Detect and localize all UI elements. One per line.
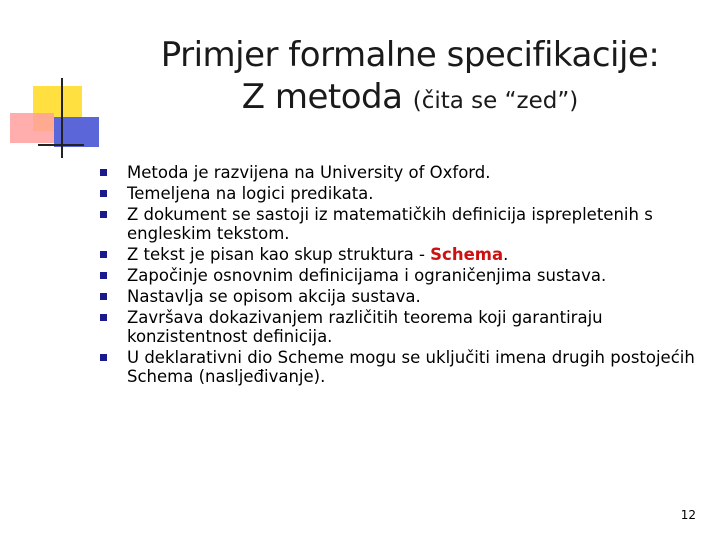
- bullet-item: [12, 245, 712, 264]
- bullet-text: Z tekst je pisan kao skup struktura -: [127, 245, 431, 264]
- schema-highlight: Schema: [430, 245, 504, 264]
- bullet-item: [12, 184, 712, 203]
- square-bullet-icon: [100, 293, 107, 300]
- title-pronunciation: (čita se “zed”): [412, 88, 579, 114]
- title-main: Z metoda: [241, 77, 403, 117]
- slide-title: [100, 34, 720, 122]
- bullet-item: [12, 287, 712, 306]
- bullet-text-end: .: [503, 245, 509, 264]
- title-line-1: Primjer formalne specifikacije:: [160, 35, 660, 75]
- square-bullet-icon: [100, 251, 107, 258]
- decor-pink-square: [10, 113, 54, 143]
- square-bullet-icon: [100, 272, 107, 279]
- title-line-2: [100, 76, 720, 122]
- square-bullet-icon: [100, 211, 107, 218]
- decor-horizontal-line: [38, 144, 84, 146]
- bullet-text: Nastavlja se opisom akcija sustava.: [127, 287, 421, 306]
- bullet-text: Z dokument se sastoji iz matematičkih definicija isprepletenih s engleskim tekstom.: [127, 205, 653, 243]
- bullet-text: Temeljena na logici predikata.: [127, 184, 374, 203]
- bullet-text: Metoda je razvijena na University of Oxford.: [127, 163, 491, 182]
- page-number: 12: [680, 508, 696, 522]
- square-bullet-icon: [100, 190, 107, 197]
- bullet-text: U deklarativni dio Scheme mogu se uključiti imena drugih postojećih Schema (nasljeđivanje).: [127, 348, 695, 386]
- bullet-text: Započinje osnovnim definicijama i ograničenjima sustava.: [127, 266, 607, 285]
- bullet-item: [12, 205, 712, 243]
- bullet-text: Završava dokazivanjem različitih teorema koji garantiraju konzistentnost definicija.: [127, 308, 603, 346]
- bullet-item: [12, 266, 712, 285]
- square-bullet-icon: [100, 169, 107, 176]
- bullet-item: [12, 308, 712, 346]
- square-bullet-icon: [100, 354, 107, 361]
- bullet-item: [12, 348, 712, 386]
- decor-vertical-line: [61, 78, 63, 158]
- bullet-list: [12, 163, 712, 388]
- bullet-item: [12, 163, 712, 182]
- square-bullet-icon: [100, 314, 107, 321]
